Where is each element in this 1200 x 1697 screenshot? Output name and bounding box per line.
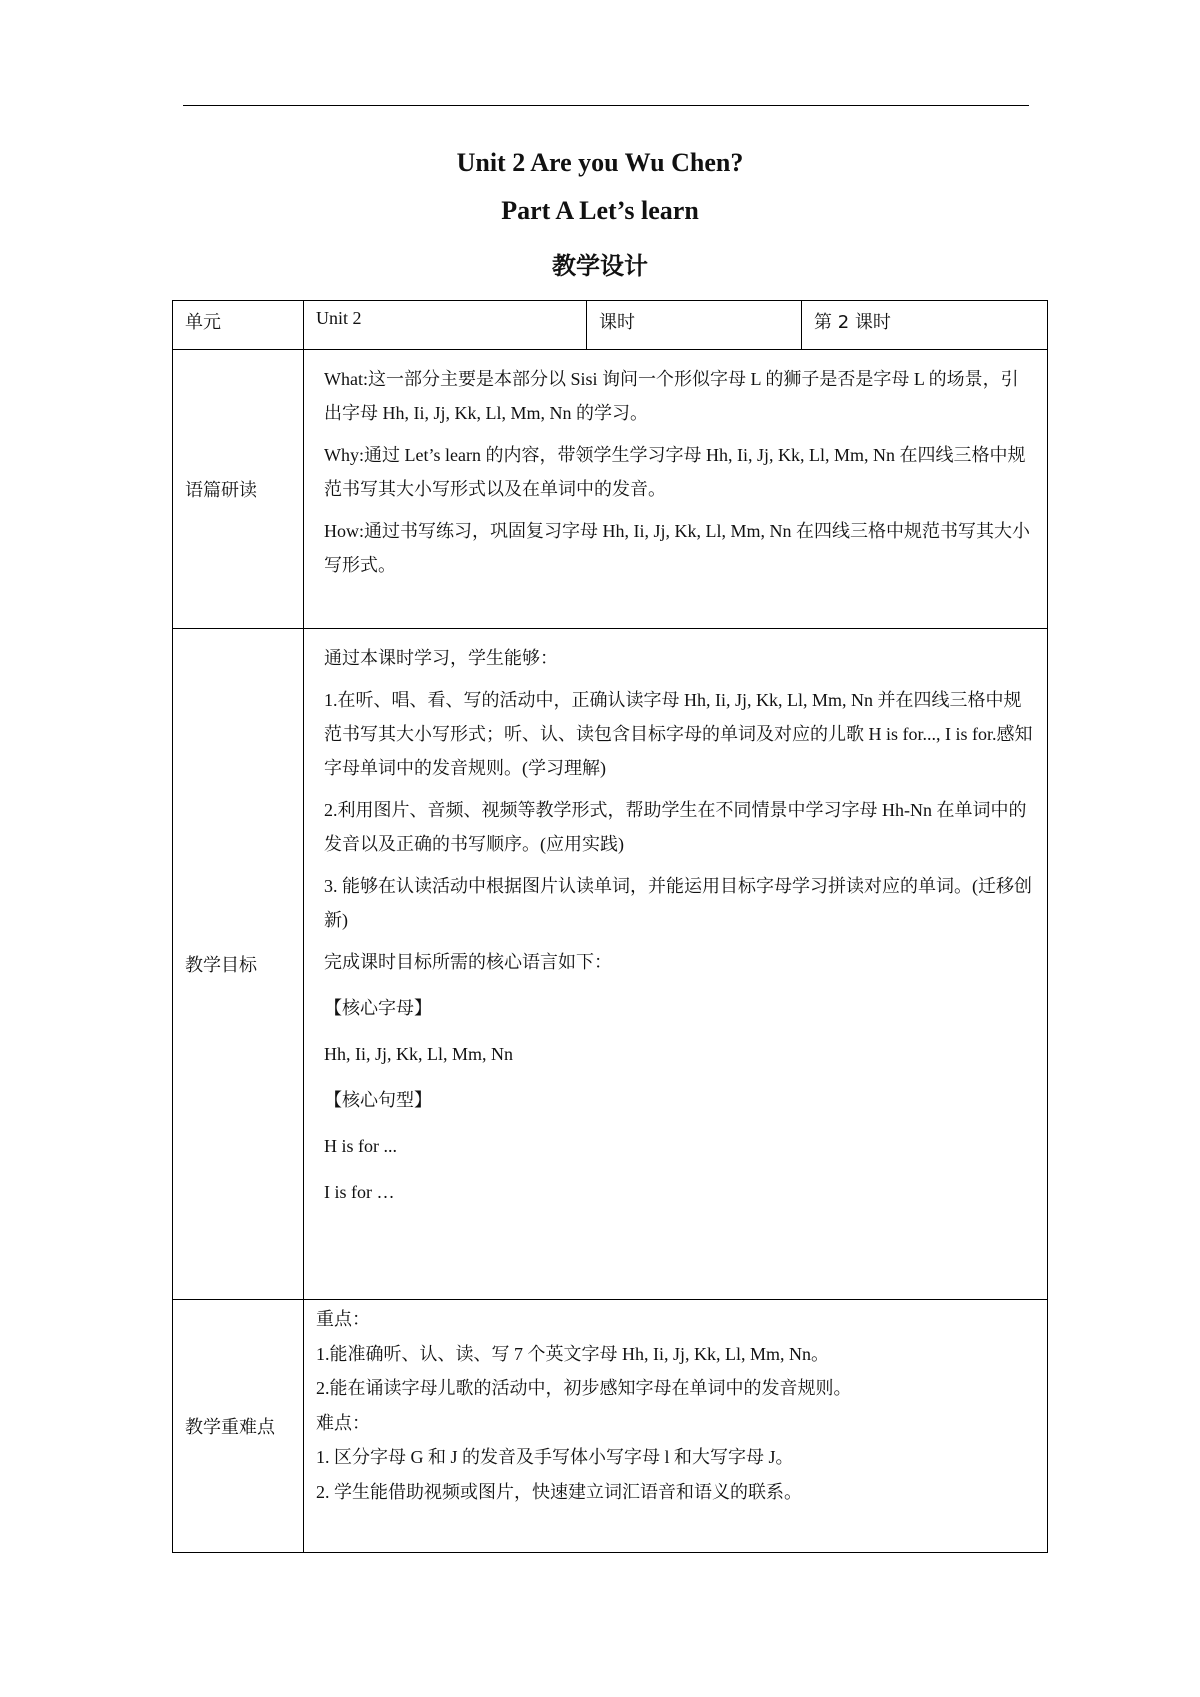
- objectives-row: [173, 629, 1048, 1300]
- document-heading: 教学设计: [552, 252, 648, 280]
- key-points-label: 教学重难点: [173, 1300, 304, 1553]
- focus-item: 2.能在诵读字母儿歌的活动中，初步感知字母在单词中的发音规则。: [316, 1378, 852, 1398]
- difficulty-item: 2. 学生能借助视频或图片，快速建立词汇语音和语义的联系。: [316, 1481, 802, 1502]
- key-points-content: [304, 1300, 1048, 1553]
- unit-value-cell: Unit 2: [304, 301, 587, 350]
- focus-label: 重点：: [316, 1309, 370, 1329]
- header-rule: [183, 105, 1029, 106]
- core-letters: Hh, Ii, Jj, Kk, Ll, Mm, Nn: [324, 1044, 513, 1064]
- text-analysis-label: 语篇研读: [173, 350, 304, 629]
- why-paragraph: Why:通过 Let’s learn 的内容，带领学生学习字母 Hh, Ii, Jj, Kk, Ll, Mm, Nn 在四线三格中规范书写其大小写形式以及在单词中的发音。: [324, 445, 1026, 499]
- text-analysis-content: [304, 350, 1048, 629]
- objective-item: 2.利用图片、音频、视频等教学形式，帮助学生在不同情景中学习字母 Hh-Nn 在单词中的发音以及正确的书写顺序。(应用实践): [324, 800, 1027, 854]
- objectives-content: [304, 629, 1048, 1300]
- core-letters-label: 【核心字母】: [324, 998, 432, 1018]
- objectives-label: 教学目标: [173, 629, 304, 1300]
- document-title: Unit 2 Are you Wu Chen?: [456, 148, 744, 177]
- text-analysis-row: [173, 350, 1048, 629]
- objectives-intro: 通过本课时学习，学生能够：: [324, 648, 558, 668]
- info-row: [173, 301, 1048, 350]
- objective-item: 3. 能够在认读活动中根据图片认读单词，并能运用目标字母学习拼读对应的单词。(迁移创新): [324, 876, 1032, 930]
- core-sentence: H is for ...: [324, 1136, 397, 1156]
- focus-item: 1.能准确听、认、读、写 7 个英文字母 Hh, Ii, Jj, Kk, Ll, Mm, Nn。: [316, 1343, 829, 1364]
- core-language-intro: 完成课时目标所需的核心语言如下：: [324, 952, 612, 972]
- what-paragraph: What:这一部分主要是本部分以 Sisi 询问一个形似字母 L 的狮子是否是字母 L 的场景，引出字母 Hh, Ii, Jj, Kk, Ll, Mm, Nn 的学习。: [324, 369, 1019, 423]
- difficulty-item: 1. 区分字母 G 和 J 的发音及手写体小写字母 l 和大写字母 J。: [316, 1447, 794, 1467]
- core-sentence: I is for …: [324, 1182, 395, 1202]
- how-paragraph: How:通过书写练习，巩固复习字母 Hh, Ii, Jj, Kk, Ll, Mm, Nn 在四线三格中规范书写其大小写形式。: [324, 521, 1030, 575]
- objective-item: 1.在听、唱、看、写的活动中，正确认读字母 Hh, Ii, Jj, Kk, Ll, Mm, Nn 并在四线三格中规范书写其大小写形式；听、认、读包含目标字母的单词及对应的儿歌 H is for..., I is for.感知字母单词中的发音规则。(学习理解): [324, 690, 1033, 778]
- core-sentences-label: 【核心句型】: [324, 1090, 432, 1110]
- unit-label-cell: 单元: [173, 301, 304, 350]
- difficulty-label: 难点：: [316, 1412, 370, 1433]
- lesson-plan-table: [172, 300, 1048, 1553]
- period-label-cell: 课时: [587, 301, 802, 350]
- period-value-cell: 第 2 课时: [802, 301, 1048, 350]
- key-points-row: [173, 1300, 1048, 1553]
- document-subtitle: Part A Let’s learn: [501, 196, 699, 225]
